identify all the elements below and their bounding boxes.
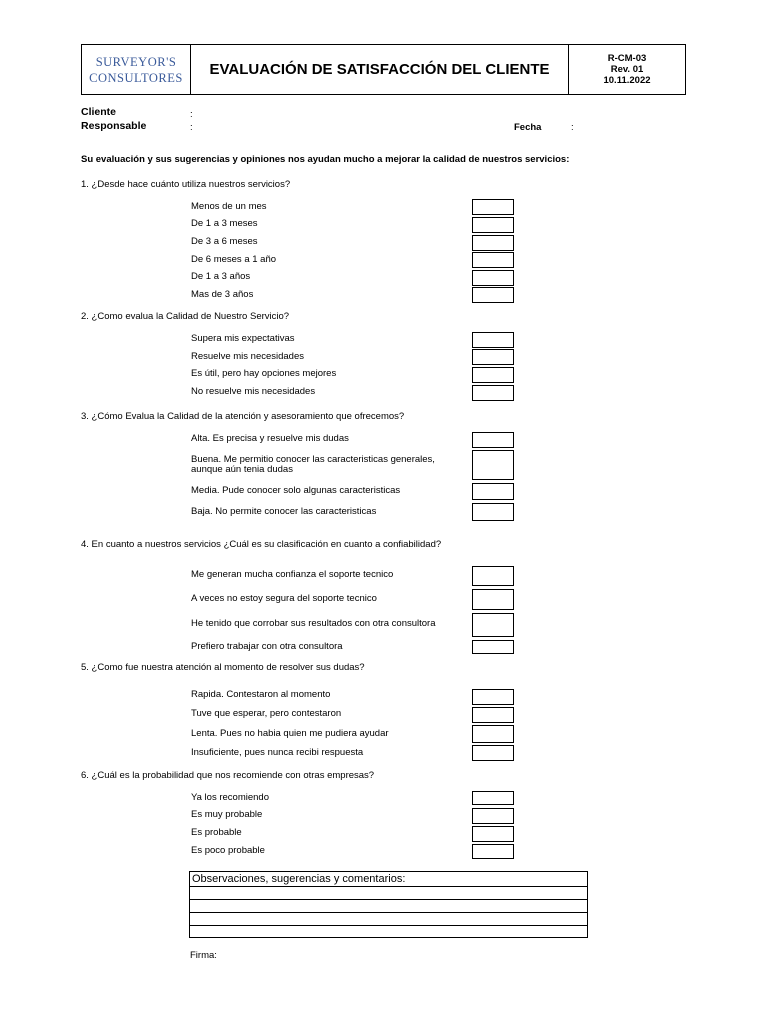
document-title: EVALUACIÓN DE SATISFACCIÓN DEL CLIENTE bbox=[191, 45, 569, 94]
q4-checkbox-1[interactable] bbox=[472, 566, 514, 586]
q1-checkbox-2[interactable] bbox=[472, 217, 514, 233]
q3-checkbox-1[interactable] bbox=[472, 432, 514, 448]
q3-checkbox-3[interactable] bbox=[472, 483, 514, 500]
question-6: 6. ¿Cuál es la probabilidad que nos recomiende con otras empresas? bbox=[81, 770, 375, 781]
q1-option-6: Mas de 3 años bbox=[191, 289, 254, 300]
logo-line-2: CONSULTORES bbox=[89, 70, 183, 85]
logo-line-1: SURVEYOR'S bbox=[95, 54, 177, 69]
q6-option-4: Es poco probable bbox=[191, 845, 265, 856]
q1-checkbox-4[interactable] bbox=[472, 252, 514, 268]
responsable-colon: : bbox=[190, 122, 193, 133]
observations-line[interactable] bbox=[190, 926, 587, 939]
document-date: 10.11.2022 bbox=[603, 75, 651, 86]
q3-option-4: Baja. No permite conocer las caracteristicas bbox=[191, 506, 377, 517]
intro-text: Su evaluación y sus sugerencias y opiniones nos ayudan mucho a mejorar la calidad de nuestros servicios: bbox=[81, 154, 570, 165]
q5-checkbox-2[interactable] bbox=[472, 707, 514, 723]
q6-checkbox-3[interactable] bbox=[472, 826, 514, 842]
q1-checkbox-5[interactable] bbox=[472, 270, 514, 286]
observations-box bbox=[189, 871, 588, 938]
question-1: 1. ¿Desde hace cuánto utiliza nuestros servicios? bbox=[81, 179, 291, 190]
q2-checkbox-2[interactable] bbox=[472, 349, 514, 365]
q6-checkbox-4[interactable] bbox=[472, 844, 514, 859]
q1-checkbox-3[interactable] bbox=[472, 235, 514, 251]
cliente-label: Cliente bbox=[81, 106, 117, 118]
q2-checkbox-3[interactable] bbox=[472, 367, 514, 383]
observations-title: Observaciones, sugerencias y comentarios: bbox=[190, 872, 587, 887]
document-revision: Rev. 01 bbox=[610, 64, 644, 75]
q4-checkbox-4[interactable] bbox=[472, 640, 514, 654]
observations-line[interactable] bbox=[190, 913, 587, 926]
question-5: 5. ¿Como fue nuestra atención al momento de resolver sus dudas? bbox=[81, 662, 365, 673]
question-3: 3. ¿Cómo Evalua la Calidad de la atención y asesoramiento que ofrecemos? bbox=[81, 411, 405, 422]
q3-checkbox-2[interactable] bbox=[472, 450, 514, 480]
q6-checkbox-1[interactable] bbox=[472, 791, 514, 805]
q2-option-4: No resuelve mis necesidades bbox=[191, 386, 316, 397]
q2-option-2: Resuelve mis necesidades bbox=[191, 351, 305, 362]
q5-option-3: Lenta. Pues no habia quien me pudiera ayudar bbox=[191, 728, 389, 739]
q6-checkbox-2[interactable] bbox=[472, 808, 514, 824]
q5-option-4: Insuficiente, pues nunca recibi respuesta bbox=[191, 747, 364, 758]
q3-option-2: Buena. Me permitio conocer las caracteristicas generales, bbox=[191, 454, 435, 465]
fecha-colon: : bbox=[571, 122, 574, 133]
q3-checkbox-4[interactable] bbox=[472, 503, 514, 521]
q1-option-3: De 3 a 6 meses bbox=[191, 236, 258, 247]
q1-checkbox-1[interactable] bbox=[472, 199, 514, 215]
q6-option-3: Es probable bbox=[191, 827, 242, 838]
document-header bbox=[81, 44, 686, 95]
q4-option-4: Prefiero trabajar con otra consultora bbox=[191, 641, 343, 652]
cliente-colon: : bbox=[190, 109, 193, 120]
q5-option-1: Rapida. Contestaron al momento bbox=[191, 689, 331, 700]
q2-checkbox-4[interactable] bbox=[472, 385, 514, 401]
q3-option-1: Alta. Es precisa y resuelve mis dudas bbox=[191, 433, 349, 444]
document-code-block bbox=[569, 45, 685, 94]
q1-option-1: Menos de un mes bbox=[191, 201, 267, 212]
q4-option-2: A veces no estoy segura del soporte tecnico bbox=[191, 593, 377, 604]
q6-option-1: Ya los recomiendo bbox=[191, 792, 269, 803]
q3-option-3: Media. Pude conocer solo algunas caracteristicas bbox=[191, 485, 401, 496]
q5-option-2: Tuve que esperar, pero contestaron bbox=[191, 708, 342, 719]
q1-option-5: De 1 a 3 años bbox=[191, 271, 251, 282]
fecha-label: Fecha bbox=[514, 122, 542, 133]
responsable-label: Responsable bbox=[81, 120, 147, 132]
q1-option-2: De 1 a 3 meses bbox=[191, 218, 258, 229]
observations-line[interactable] bbox=[190, 900, 587, 913]
q4-checkbox-3[interactable] bbox=[472, 613, 514, 637]
q1-checkbox-6[interactable] bbox=[472, 287, 514, 303]
observations-line[interactable] bbox=[190, 887, 587, 900]
q2-option-1: Supera mis expectativas bbox=[191, 333, 295, 344]
question-2: 2. ¿Como evalua la Calidad de Nuestro Servicio? bbox=[81, 311, 290, 322]
q5-checkbox-4[interactable] bbox=[472, 745, 514, 761]
document-code: R-CM-03 bbox=[607, 53, 647, 64]
q3-option-2-cont: aunque aún tenia dudas bbox=[191, 464, 293, 475]
q2-checkbox-1[interactable] bbox=[472, 332, 514, 348]
q1-option-4: De 6 meses a 1 año bbox=[191, 254, 277, 265]
q4-option-1: Me generan mucha confianza el soporte tecnico bbox=[191, 569, 394, 580]
q5-checkbox-3[interactable] bbox=[472, 725, 514, 743]
q4-checkbox-2[interactable] bbox=[472, 589, 514, 610]
signature-label: Firma: bbox=[190, 950, 217, 961]
q2-option-3: Es útil, pero hay opciones mejores bbox=[191, 368, 337, 379]
q5-checkbox-1[interactable] bbox=[472, 689, 514, 705]
q6-option-2: Es muy probable bbox=[191, 809, 263, 820]
question-4: 4. En cuanto a nuestros servicios ¿Cuál es su clasificación en cuanto a confiabilidad? bbox=[81, 539, 442, 550]
q4-option-3: He tenido que corrobar sus resultados con otra consultora bbox=[191, 618, 436, 629]
company-logo bbox=[82, 45, 191, 94]
